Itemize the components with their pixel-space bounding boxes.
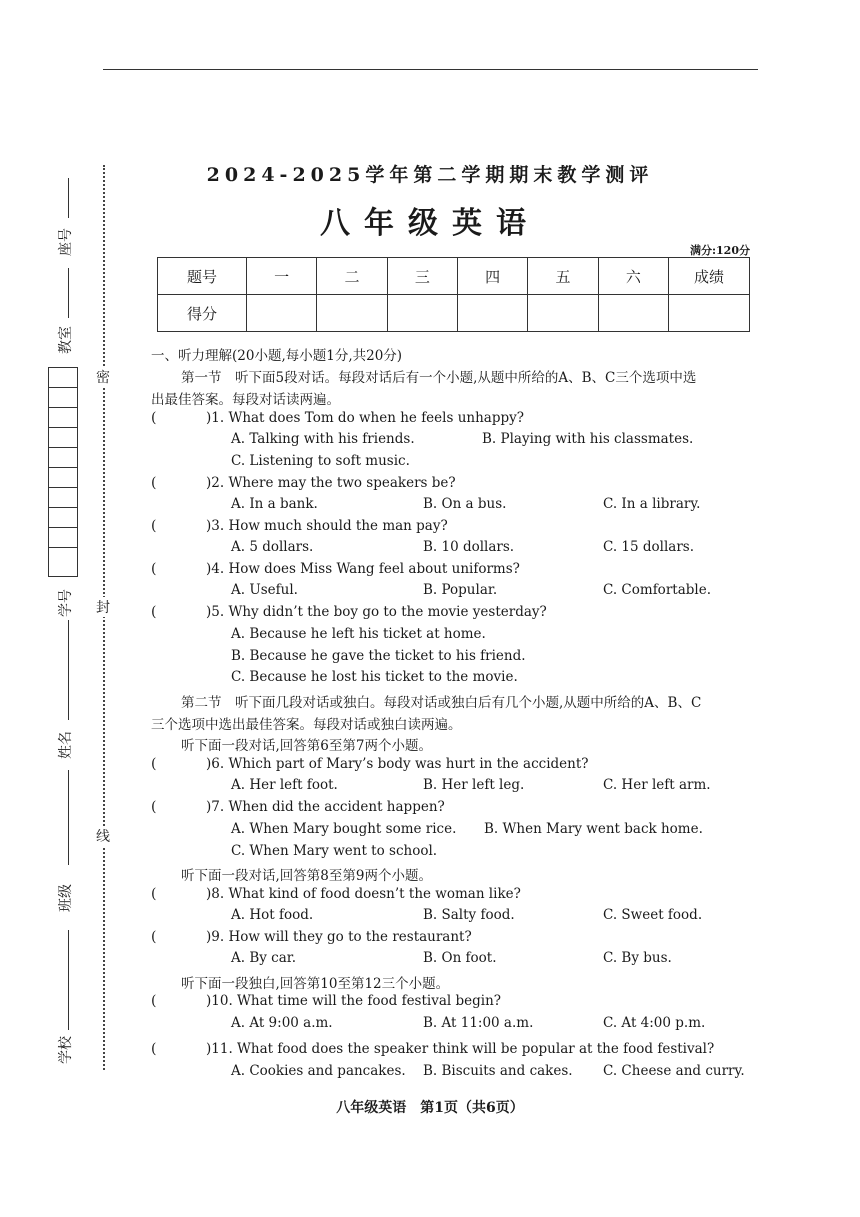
answer-paren[interactable]: (: [151, 518, 157, 534]
answer-paren[interactable]: (: [151, 929, 157, 945]
option-a: A. In a bank.: [231, 496, 318, 512]
score-table-header: 一: [247, 258, 317, 295]
seal-feng: 封: [96, 597, 110, 617]
name-underline: [68, 620, 69, 720]
question-stem: )1. What does Tom do when he feels unhappy?: [206, 410, 524, 426]
answer-paren[interactable]: (: [151, 756, 157, 772]
option-b: B. Salty food.: [423, 907, 515, 923]
question-stem: )7. When did the accident happen?: [206, 799, 445, 815]
option-c: C. 15 dollars.: [603, 539, 695, 555]
option-a: A. Useful.: [231, 582, 298, 598]
exam-year-title: 2024-2025学年第二学期期末教学测评: [206, 164, 654, 186]
option-a: A. At 9:00 a.m.: [231, 1015, 333, 1031]
class-label: 班级: [58, 884, 74, 912]
option-a: A. Because he left his ticket at home.: [231, 626, 486, 642]
option-a: A. Her left foot.: [231, 777, 338, 793]
score-table-header: 四: [457, 258, 527, 295]
option-b: B. When Mary went back home.: [484, 821, 703, 837]
score-table-header: 三: [387, 258, 457, 295]
student-id-grid[interactable]: [48, 367, 78, 577]
score-table-header: 题号: [158, 258, 247, 295]
section2-instruction: 三个选项中选出最佳答案。每段对话或独白读两遍。: [151, 717, 462, 733]
section2-instruction: 第二节 听下面几段对话或独白。每段对话或独白后有几个小题,从题中所给的A、B、C: [181, 695, 702, 711]
question-stem: )9. How will they go to the restaurant?: [206, 929, 472, 945]
option-b: B. On foot.: [423, 950, 497, 966]
option-b: B. 10 dollars.: [423, 539, 515, 555]
option-c: C. When Mary went to school.: [231, 843, 438, 859]
answer-paren[interactable]: (: [151, 561, 157, 577]
score-cell[interactable]: [387, 295, 457, 332]
option-b: B. Biscuits and cakes.: [423, 1063, 573, 1079]
dialogue-intro: 听下面一段对话,回答第8至第9两个小题。: [181, 868, 432, 884]
answer-paren[interactable]: (: [151, 410, 157, 426]
seat-label: 座号: [58, 228, 74, 256]
seal-xian: 线: [96, 826, 110, 846]
section1-instruction: 出最佳答案。每段对话读两遍。: [151, 392, 340, 408]
option-c: C. Cheese and curry.: [603, 1063, 745, 1079]
id-label: 学号: [58, 589, 74, 617]
score-cell[interactable]: [528, 295, 598, 332]
answer-paren[interactable]: (: [151, 1041, 157, 1057]
score-cell[interactable]: [247, 295, 317, 332]
score-table-header: 六: [598, 258, 668, 295]
score-cell[interactable]: [457, 295, 527, 332]
score-cell[interactable]: [669, 295, 750, 332]
option-b: B. Her left leg.: [423, 777, 525, 793]
option-c: C. Sweet food.: [603, 907, 703, 923]
school-underline: [68, 930, 69, 1030]
option-c: C. Her left arm.: [603, 777, 711, 793]
option-c: C. By bus.: [603, 950, 672, 966]
binding-dashed-line: [103, 165, 105, 1070]
score-cell[interactable]: [317, 295, 387, 332]
answer-paren[interactable]: (: [151, 886, 157, 902]
subject-title: 八年级英语: [320, 206, 540, 241]
option-c: C. Comfortable.: [603, 582, 711, 598]
option-b: B. Playing with his classmates.: [482, 431, 694, 447]
answer-paren[interactable]: (: [151, 475, 157, 491]
option-a: A. Hot food.: [231, 907, 314, 923]
room-label: 教室: [58, 326, 74, 354]
answer-paren[interactable]: (: [151, 799, 157, 815]
answer-paren[interactable]: (: [151, 604, 157, 620]
school-label: 学校: [58, 1036, 74, 1064]
option-a: A. Talking with his friends.: [231, 431, 415, 447]
top-rule: [103, 69, 758, 70]
option-b: B. At 11:00 a.m.: [423, 1015, 534, 1031]
option-a: A. When Mary bought some rice.: [231, 821, 457, 837]
score-row-label: 得分: [158, 295, 247, 332]
question-stem: )4. How does Miss Wang feel about uniforms?: [206, 561, 520, 577]
option-c: C. Because he lost his ticket to the movie.: [231, 669, 518, 685]
score-cell[interactable]: [598, 295, 668, 332]
option-a: A. Cookies and pancakes.: [231, 1063, 406, 1079]
score-table-header: 五: [528, 258, 598, 295]
room-underline: [68, 268, 69, 318]
answer-paren[interactable]: (: [151, 993, 157, 1009]
option-c: C. In a library.: [603, 496, 701, 512]
dialogue-intro: 听下面一段对话,回答第6至第7两个小题。: [181, 738, 432, 754]
option-b: B. On a bus.: [423, 496, 507, 512]
question-stem: )11. What food does the speaker think will be popular at the food festival?: [206, 1041, 715, 1057]
seal-mi: 密: [96, 367, 110, 387]
question-stem: )2. Where may the two speakers be?: [206, 475, 456, 491]
option-c: C. Listening to soft music.: [231, 453, 410, 469]
option-a: A. By car.: [231, 950, 297, 966]
option-b: B. Popular.: [423, 582, 498, 598]
question-stem: )5. Why didn’t the boy go to the movie yesterday?: [206, 604, 547, 620]
part1-heading: 一、听力理解(20小题,每小题1分,共20分): [151, 348, 403, 364]
question-stem: )3. How much should the man pay?: [206, 518, 448, 534]
monologue-intro: 听下面一段独白,回答第10至第12三个小题。: [181, 976, 450, 992]
question-stem: )10. What time will the food festival begin?: [206, 993, 502, 1009]
score-table: [157, 257, 750, 332]
option-b: B. Because he gave the ticket to his friend.: [231, 648, 526, 664]
option-a: A. 5 dollars.: [231, 539, 314, 555]
score-table-header: 二: [317, 258, 387, 295]
full-score: 满分:120分: [689, 244, 750, 257]
score-table-header: 成绩: [669, 258, 750, 295]
page-footer: 八年级英语 第1页（共6页）: [336, 1100, 524, 1116]
name-label: 姓名: [58, 731, 74, 759]
option-c: C. At 4:00 p.m.: [603, 1015, 706, 1031]
section1-instruction: 第一节 听下面5段对话。每段对话后有一个小题,从题中所给的A、B、C三个选项中选: [181, 370, 697, 386]
question-stem: )6. Which part of Mary’s body was hurt in the accident?: [206, 756, 589, 772]
question-stem: )8. What kind of food doesn’t the woman like?: [206, 886, 521, 902]
class-underline: [68, 770, 69, 865]
